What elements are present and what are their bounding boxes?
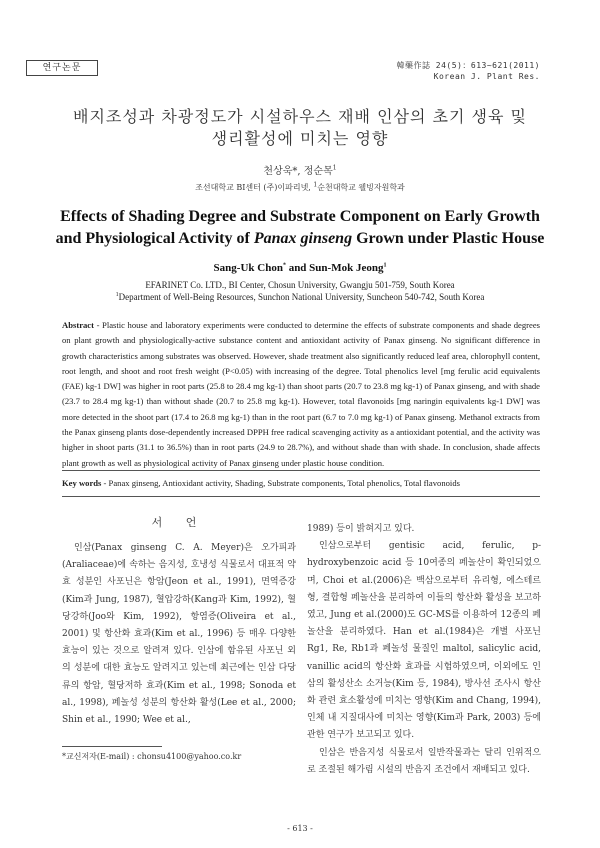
abstract-text: - Plastic house and laboratory experiments were conducted to determine the effects of substrate components and shade degrees on plant growth and physiologically-active substance content and antioxidant activity of Panax ginseng. No significant difference in growth characteristics among substrates was observed. However, shade treatment also significantly reduced leaf area, chlorophyll content, root length, and shoot and root fresh weight (P<0.05) with increasing of the degree. Total phenolics level [mg ferulic acid equivalents (FAE) kg-1 DW] was higher in root parts (25.8 to 28.4 mg kg-1) than shoot parts (20.7 to 23.8 mg kg-1) of Panax ginseng, and with shade (23.7 to 28.4 mg kg-1) than without shade (20.7 to 25.8 mg kg-1). However, total flavonoids [mg naringin equivalents kg-1 DW] was more detected in the shoot part (17.4 to 26.8 mg kg-1) than in the root part (6.7 to 7.0 mg kg-1) of Panax ginseng. Methanol extracts from the Panax ginseng plants dose-dependently increased DPPH free radical scavenging activity as a antioxidant potential, and the activity was higher in shoot parts (31.1 to 36.5%) than in root parts (24.9 to 28.7%), and without shade than with shade. In conclusion, shade affects plant growth as well as physiological activity of Panax ginseng under plastic house condition.	[62, 320, 540, 468]
korean-authors	[0, 162, 600, 177]
keywords	[62, 476, 540, 490]
english-title-line1: Effects of Shading Degree and Substrate Component on Early Growth	[60, 208, 540, 225]
category-tag: 연구논문	[26, 60, 98, 76]
korean-authors-text: 천상욱*, 정순목	[263, 166, 333, 177]
korean-affiliation-sup: 1	[313, 181, 318, 189]
korean-affiliation-a: 조선대학교 BI센터 (주)이파리넷,	[195, 183, 314, 192]
english-affiliation-2-text: Department of Well-Being Resources, Sunchon National University, Suncheon 540-742, South Korea	[118, 292, 485, 302]
right-column	[307, 521, 541, 779]
left-column	[62, 540, 296, 729]
intro-paragraph-1-continued: 1989) 등이 밝혀지고 있다.	[307, 524, 415, 534]
journal-citation: 韓藥作誌 24(5)：613~621(2011)	[396, 61, 540, 70]
english-author-b: and Sun-Mok Jeong	[285, 262, 384, 274]
english-author-a: Sang-Uk Chon	[213, 262, 283, 274]
korean-title-line2: 생리활성에 미치는 영향	[211, 129, 389, 148]
keywords-top-rule	[62, 470, 540, 471]
english-title-line2-pre: and Physiological Activity of	[55, 230, 254, 247]
keywords-label: Key words	[62, 478, 102, 488]
korean-affiliation-b: 순천대학교 웰빙자원학과	[317, 183, 405, 192]
english-title-line2-post: Grown under Plastic House	[352, 230, 545, 247]
korean-authors-sup: 1	[332, 164, 337, 172]
english-title-line2	[0, 230, 600, 248]
intro-paragraph-3: 인삼은 반음지성 식물로서 일반작물과는 달리 인위적으로 조절된 해가림 시설의 반음지 조건에서 재배되고 있다.	[307, 747, 541, 775]
keywords-text: - Panax ginseng, Antioxidant activity, Shading, Substrate components, Total phenolics, Total flavonoids	[101, 478, 460, 488]
footnote-rule	[62, 746, 162, 747]
english-author-b-sup: 1	[383, 262, 387, 269]
intro-paragraph-1: 인삼(Panax ginseng C. A. Meyer)은 오가피과(Araliaceae)에 속하는 음지성, 호냉성 식물로서 대표적 약효 성분인 사포닌은 항암(Jeon et al., 1991), 면역증강(Kim과 Jung, 1987), 혈압강하(Kang과 Kim, 1992), 혈당강하(Joo와 Kim, 1992), 항염증(Oliveira et al., 2001) 및 항산화 효과(Kim et al., 1996) 등 매우 다양한 효능이 있는 것으로 알려져 있다. 인삼에 함유된 사포닌 외의 성분에 대한 효능도 알려지고 있는데 최근에는 인삼 다당류의 항암, 혈당저하 효과(Kim et al., 1998; Sonoda et al., 1998), 페놀성 성분의 항산화 활성(Lee et al., 2000; Shin et al., 1990; Wee et al.,	[62, 543, 296, 726]
english-affiliation-1: EFARINET Co. LTD., BI Center, Chosun University, Gwangju 501-759, South Korea	[145, 280, 455, 290]
abstract-label: Abstract	[62, 320, 94, 330]
journal-name: Korean J. Plant Res.	[433, 72, 540, 81]
corresponding-author-footnote: *교신저자(E-mail) : chonsu4100@yahoo.co.kr	[62, 752, 242, 761]
keywords-bottom-rule	[62, 496, 540, 497]
page-number: - 613 -	[287, 824, 313, 833]
korean-title-line1: 배지조성과 차광정도가 시설하우스 재배 인삼의 초기 생육 및	[72, 107, 527, 126]
section-heading: 서 언	[151, 516, 207, 529]
intro-paragraph-2: 인삼으로부터 gentisic acid, ferulic, p-hydroxybenzoic acid 등 10여종의 페놀산이 확인되었으며, Choi et al.(2006)은 백삼으로부터 유리형, 에스테르형, 결합형 페놀산을 분리하여 이들의 항산화 활성을 보고하였고, Jung et al.(2000)도 GC-MS를 이용하여 12종의 페놀산을 분리하였다. Han et al.(1984)은 개별 사포닌 Rg1, Re, Rb1과 페놀성 물질인 maltol, salicylic acid, vanillic acid의 항산화 효과를 시험하였으며, 이외에도 인삼의 활성산소 소거능(Kim 등, 1984), 방사선 조사시 항산화 관련 효소활성에 미치는 영향(Kim and Chang, 1994), 인체 내 지질대사에 미치는 영향(Kim과 Park, 2003) 등에 관한 연구가 보고되고 있다.	[307, 541, 541, 741]
english-title-species: Panax ginseng	[253, 230, 353, 247]
english-authors	[0, 262, 600, 274]
english-affiliation-2-sup: 1	[115, 292, 119, 298]
english-affiliation-2	[0, 292, 600, 302]
abstract	[62, 318, 540, 471]
english-author-a-sup: *	[282, 262, 286, 269]
korean-affiliation	[0, 182, 600, 193]
